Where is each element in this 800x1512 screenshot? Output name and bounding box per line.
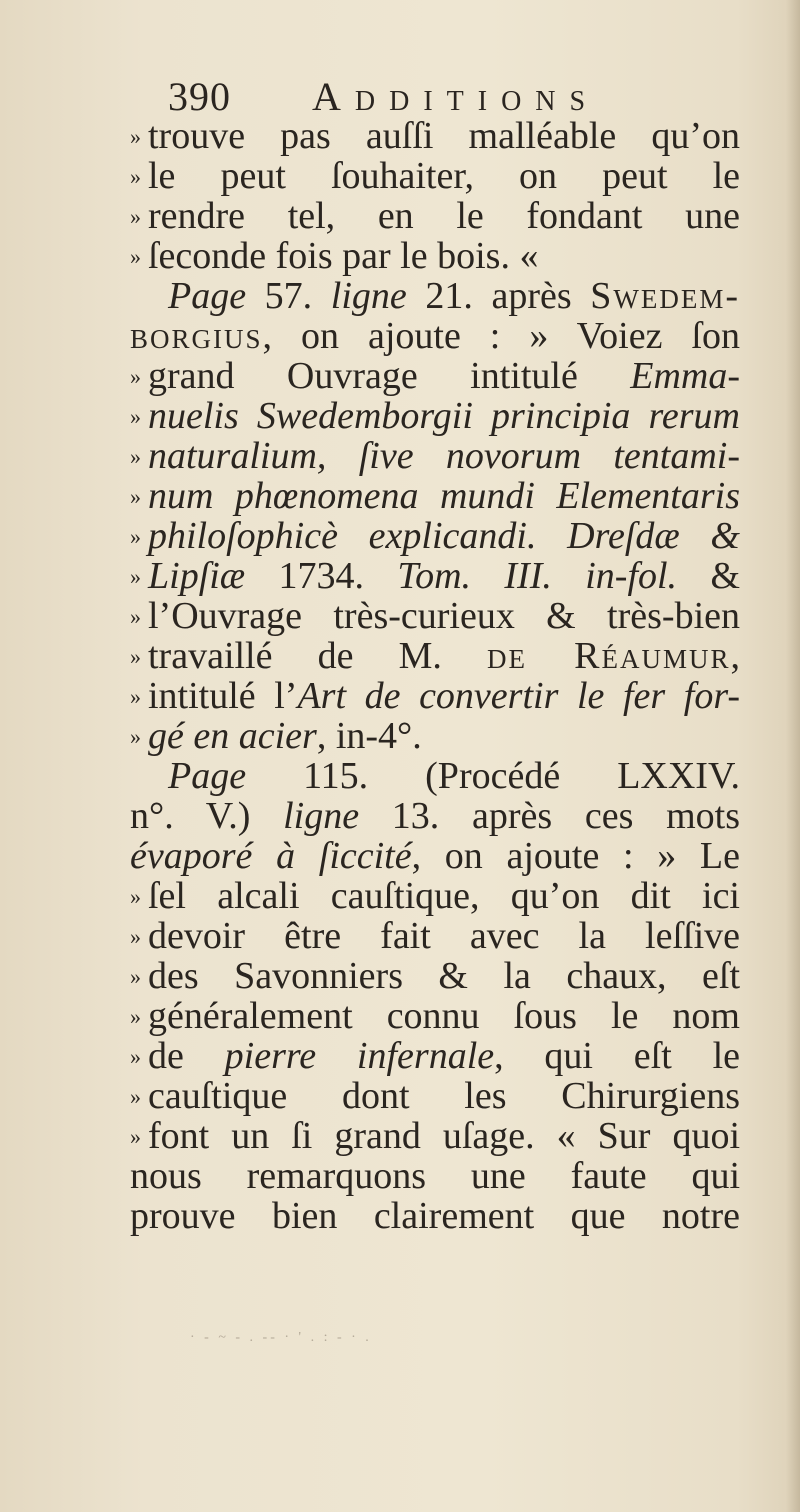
quote-mark: » bbox=[130, 724, 141, 749]
page-header bbox=[168, 72, 628, 122]
text-line bbox=[130, 316, 740, 356]
quote-mark: » bbox=[130, 124, 141, 149]
text-segment: 21. après bbox=[406, 276, 591, 316]
italic-text: Page bbox=[168, 276, 247, 316]
text-line bbox=[130, 996, 740, 1036]
quote-mark: » bbox=[130, 204, 141, 229]
text-line bbox=[130, 436, 740, 476]
text-segment: 57. bbox=[246, 276, 331, 316]
quote-mark: » bbox=[130, 644, 141, 669]
quote-mark: » bbox=[130, 1004, 141, 1029]
text-segment: , on ajoute : » Voiez ſon bbox=[262, 316, 740, 356]
quote-mark: » bbox=[130, 1084, 141, 1109]
text-segment: , in-4°. bbox=[316, 716, 422, 756]
text-segment: ſel alcali cauſtique, qu’on dit ici bbox=[148, 876, 740, 916]
text-line bbox=[130, 756, 740, 796]
text-line bbox=[130, 636, 740, 676]
text-line bbox=[130, 916, 740, 956]
italic-text: Page bbox=[168, 756, 247, 796]
text-segment: l’Ouvrage très-curieux & très-bien bbox=[148, 596, 740, 636]
small-caps-text: Swedem- bbox=[590, 276, 740, 316]
text-line bbox=[130, 116, 740, 156]
italic-text: Emma- bbox=[630, 356, 740, 396]
quote-mark: » bbox=[130, 604, 141, 629]
text-line bbox=[130, 516, 740, 556]
text-segment: de bbox=[148, 1036, 225, 1076]
quote-mark: » bbox=[130, 1044, 141, 1069]
italic-text: ligne bbox=[330, 276, 407, 316]
text-line bbox=[130, 236, 740, 276]
text-line bbox=[130, 156, 740, 196]
text-segment: des Savonniers & la chaux, eſt bbox=[148, 956, 740, 996]
text-segment: & bbox=[677, 556, 740, 596]
text-line bbox=[130, 556, 740, 596]
quote-mark: » bbox=[130, 484, 141, 509]
small-caps-text: borgius bbox=[130, 316, 263, 356]
text-segment: rendre tel, en le fondant une bbox=[148, 196, 740, 236]
text-segment: généralement connu ſous le nom bbox=[148, 996, 740, 1036]
text-segment: grand Ouvrage intitulé bbox=[148, 356, 631, 396]
text-segment: ſeconde fois par le bois. « bbox=[148, 236, 539, 276]
text-line bbox=[130, 396, 740, 436]
text-line bbox=[130, 1076, 740, 1116]
text-line bbox=[130, 796, 740, 836]
text-line bbox=[130, 1156, 740, 1196]
text-segment: travaillé de M. bbox=[148, 636, 488, 676]
page-edge-shadow bbox=[786, 0, 800, 1512]
text-line bbox=[130, 1196, 740, 1236]
text-segment: intitulé l’ bbox=[148, 676, 298, 716]
quote-mark: » bbox=[130, 244, 141, 269]
italic-text: Tom. III. in-fol. bbox=[397, 556, 678, 596]
italic-text: Art de convertir le fer for- bbox=[297, 676, 740, 716]
quote-mark: » bbox=[130, 404, 141, 429]
text-segment: trouve pas auſſi malléable qu’on bbox=[148, 116, 740, 156]
text-segment: cauſtique dont les Chirurgiens bbox=[148, 1076, 740, 1116]
text-line bbox=[130, 276, 740, 316]
small-caps-text: de Réaumur bbox=[487, 636, 731, 676]
text-segment: devoir être fait avec la leſſive bbox=[148, 916, 740, 956]
text-line bbox=[130, 1116, 740, 1156]
text-segment: 115. (Procédé LXXIV. bbox=[246, 756, 740, 796]
text-segment: 13. après ces mots bbox=[359, 796, 740, 836]
italic-text: naturalium, ſive novorum tentami- bbox=[148, 436, 740, 476]
text-line bbox=[130, 596, 740, 636]
quote-mark: » bbox=[130, 964, 141, 989]
text-line bbox=[130, 876, 740, 916]
text-segment: le peut ſouhaiter, on peut le bbox=[148, 156, 740, 196]
text-segment: , bbox=[730, 636, 740, 676]
text-line bbox=[130, 676, 740, 716]
ink-smudge-decoration: · - ~ - . -- · ' . : - · . bbox=[190, 1330, 372, 1345]
quote-mark: » bbox=[130, 364, 141, 389]
italic-text: pierre infernale bbox=[224, 1036, 495, 1076]
italic-text: philoſophicè explicandi. Dreſdæ & bbox=[148, 516, 740, 556]
quote-mark: » bbox=[130, 444, 141, 469]
text-segment: nous remarquons une faute qui bbox=[130, 1156, 740, 1196]
quote-mark: » bbox=[130, 884, 141, 909]
text-segment: 1734. bbox=[245, 556, 398, 596]
text-segment: font un ſi grand uſage. « Sur quoi bbox=[148, 1116, 740, 1156]
quote-mark: » bbox=[130, 164, 141, 189]
text-segment: prouve bien clairement que notre bbox=[130, 1196, 740, 1236]
quote-mark: » bbox=[130, 1124, 141, 1149]
italic-text: nuelis Swedemborgii principia rerum bbox=[148, 396, 740, 436]
page-number: 390 bbox=[168, 74, 231, 119]
text-line bbox=[130, 356, 740, 396]
italic-text: ligne bbox=[283, 796, 360, 836]
body-text bbox=[130, 116, 740, 1236]
italic-text: num phœnomena mundi Elementaris bbox=[148, 476, 740, 516]
running-head: Additions bbox=[312, 74, 600, 119]
text-line bbox=[130, 716, 740, 756]
quote-mark: » bbox=[130, 524, 141, 549]
text-line bbox=[130, 836, 740, 876]
text-line bbox=[130, 476, 740, 516]
text-line bbox=[130, 1036, 740, 1076]
quote-mark: » bbox=[130, 564, 141, 589]
text-segment: , on ajoute : » Le bbox=[411, 836, 740, 876]
italic-text: gé en acier bbox=[148, 716, 317, 756]
text-line bbox=[130, 956, 740, 996]
text-segment: n°. V.) bbox=[130, 796, 284, 836]
italic-text: Lipſiæ bbox=[148, 556, 246, 596]
text-line bbox=[130, 196, 740, 236]
quote-mark: » bbox=[130, 924, 141, 949]
quote-mark: » bbox=[130, 684, 141, 709]
italic-text: évaporé à ſiccité bbox=[130, 836, 412, 876]
text-segment: , qui eſt le bbox=[494, 1036, 740, 1076]
